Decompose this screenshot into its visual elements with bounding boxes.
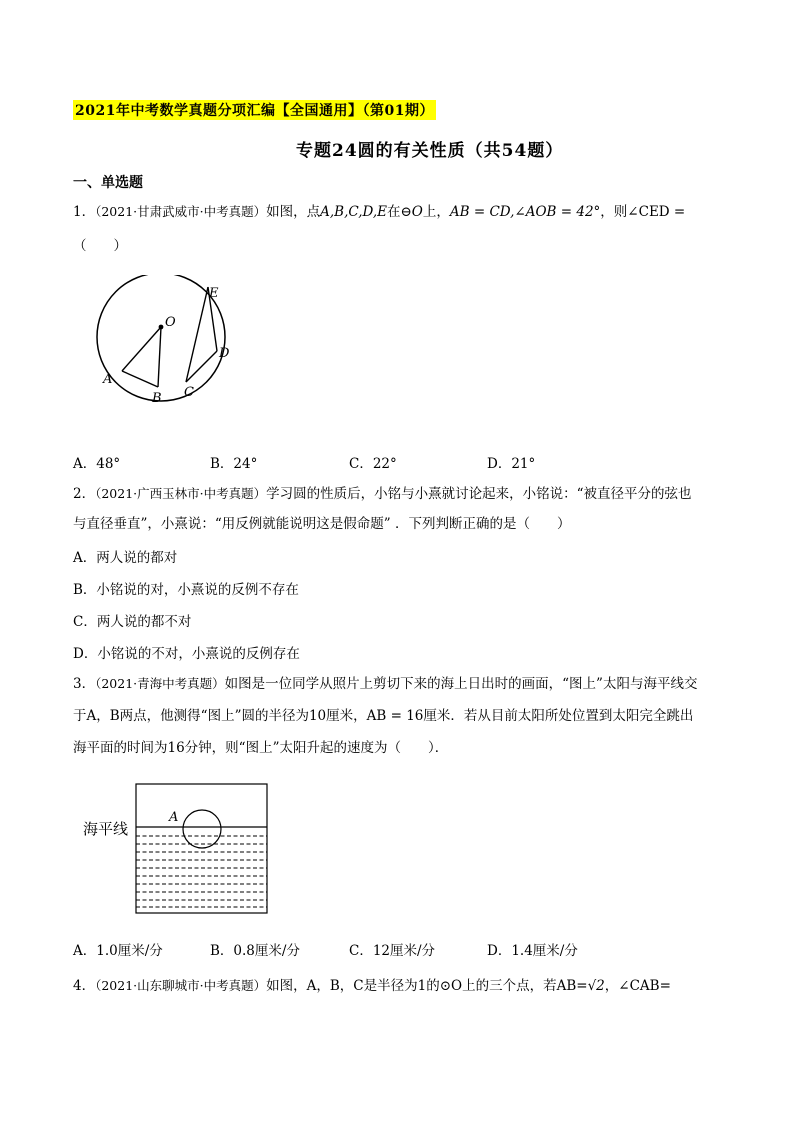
- label-e: E: [209, 286, 219, 301]
- q1-text-d: ，则∠CED =: [600, 204, 686, 220]
- q2-source: （2021·广西玉林市·中考真题）: [95, 486, 267, 501]
- segment-ob: [158, 327, 161, 387]
- q2-option-c[interactable]: C．两人说的都不对: [73, 614, 192, 630]
- question-2-line-2: 与直径垂直”，小熹说：“用反例就能说明这是假命题” ．下列判断正确的是（ ）: [73, 516, 571, 532]
- doc-title: 专题24圆的有关性质（共54题）: [296, 141, 564, 161]
- label-point-a: A: [169, 810, 179, 825]
- q1-option-d[interactable]: D．21°: [487, 456, 536, 472]
- q1-paren: （ ）: [73, 238, 127, 254]
- q3-source: （2021·青海中考真题）: [95, 676, 225, 691]
- sun-circle: [183, 810, 221, 848]
- question-1-text: [73, 202, 685, 222]
- label-a: A: [103, 372, 113, 387]
- q2-option-b[interactable]: B．小铭说的对，小熹说的反例不存在: [73, 582, 299, 598]
- q3-num: 3．: [73, 676, 96, 692]
- q4-tail: ，∠CAB=: [604, 978, 671, 994]
- segment-ce: [186, 287, 208, 382]
- sea-level-label: 海平线: [83, 820, 129, 838]
- q1-num: 1．: [73, 204, 96, 220]
- q4-sqrt: √2: [587, 978, 605, 994]
- segment-oa: [122, 327, 161, 371]
- q3-line1: 如图是一位同学从照片上剪切下来的海上日出时的画面，“图上”太阳与海平线交: [224, 676, 698, 692]
- label-c: C: [184, 385, 194, 400]
- q4-source: （2021·山东聊城市·中考真题）: [95, 978, 267, 993]
- q3-sunrise-figure: [135, 783, 271, 917]
- label-b: B: [152, 391, 162, 406]
- q3-option-b[interactable]: B．0.8厘米/分: [210, 943, 300, 959]
- question-3-line-1: [73, 674, 697, 694]
- q4-text: 如图，A，B，C是半径为1的⊙O上的三个点，若AB=: [266, 978, 588, 994]
- question-2-line-1: [73, 484, 692, 504]
- segment-cd: [186, 351, 217, 382]
- q1-text-c: 上，: [422, 204, 450, 220]
- q4-num: 4．: [73, 978, 96, 994]
- question-3-line-2: 于A，B两点，他测得“图上”圆的半径为10厘米，AB = 16厘米．若从目前太阳所处位置到太阳完全跳出: [73, 708, 694, 724]
- center-dot: [159, 325, 164, 330]
- q2-line1: 学习圆的性质后，小铭与小熹就讨论起来，小铭说：“被直径平分的弦也: [266, 486, 692, 502]
- q1-points: A,B,C,D,E: [320, 204, 387, 220]
- q1-option-b[interactable]: B．24°: [210, 456, 258, 472]
- question-4-text: [73, 976, 671, 996]
- q1-circle: ⊖O: [400, 204, 423, 220]
- q1-circle-figure: [90, 275, 250, 410]
- q1-condition: AB = CD,∠AOB = 42°: [449, 204, 601, 220]
- header-banner: 2021年中考数学真题分项汇编【全国通用】（第01期）: [73, 100, 436, 120]
- label-d: D: [219, 346, 230, 361]
- segment-ab: [122, 371, 158, 387]
- label-o: O: [165, 315, 176, 330]
- q3-option-d[interactable]: D．1.4厘米/分: [487, 943, 578, 959]
- q1-text-b: 在: [387, 204, 401, 220]
- q3-option-c[interactable]: C．12厘米/分: [349, 943, 436, 959]
- q2-option-a[interactable]: A．两人说的都对: [73, 550, 178, 566]
- q2-option-d[interactable]: D．小铭说的不对，小熹说的反例存在: [73, 646, 300, 662]
- section-heading: 一、单选题: [73, 175, 143, 191]
- q1-option-c[interactable]: C．22°: [349, 456, 397, 472]
- q1-option-a[interactable]: A．48°: [73, 456, 121, 472]
- question-3-line-3: 海平面的时间为16分钟，则“图上”太阳升起的速度为（ ）．: [73, 740, 449, 756]
- q1-source: （2021·甘肃武威市·中考真题）: [95, 204, 267, 219]
- q2-num: 2．: [73, 486, 96, 502]
- q3-option-a[interactable]: A．1.0厘米/分: [73, 943, 163, 959]
- sea-dash-lines: [136, 836, 267, 907]
- q1-text-a: 如图，点: [266, 204, 321, 220]
